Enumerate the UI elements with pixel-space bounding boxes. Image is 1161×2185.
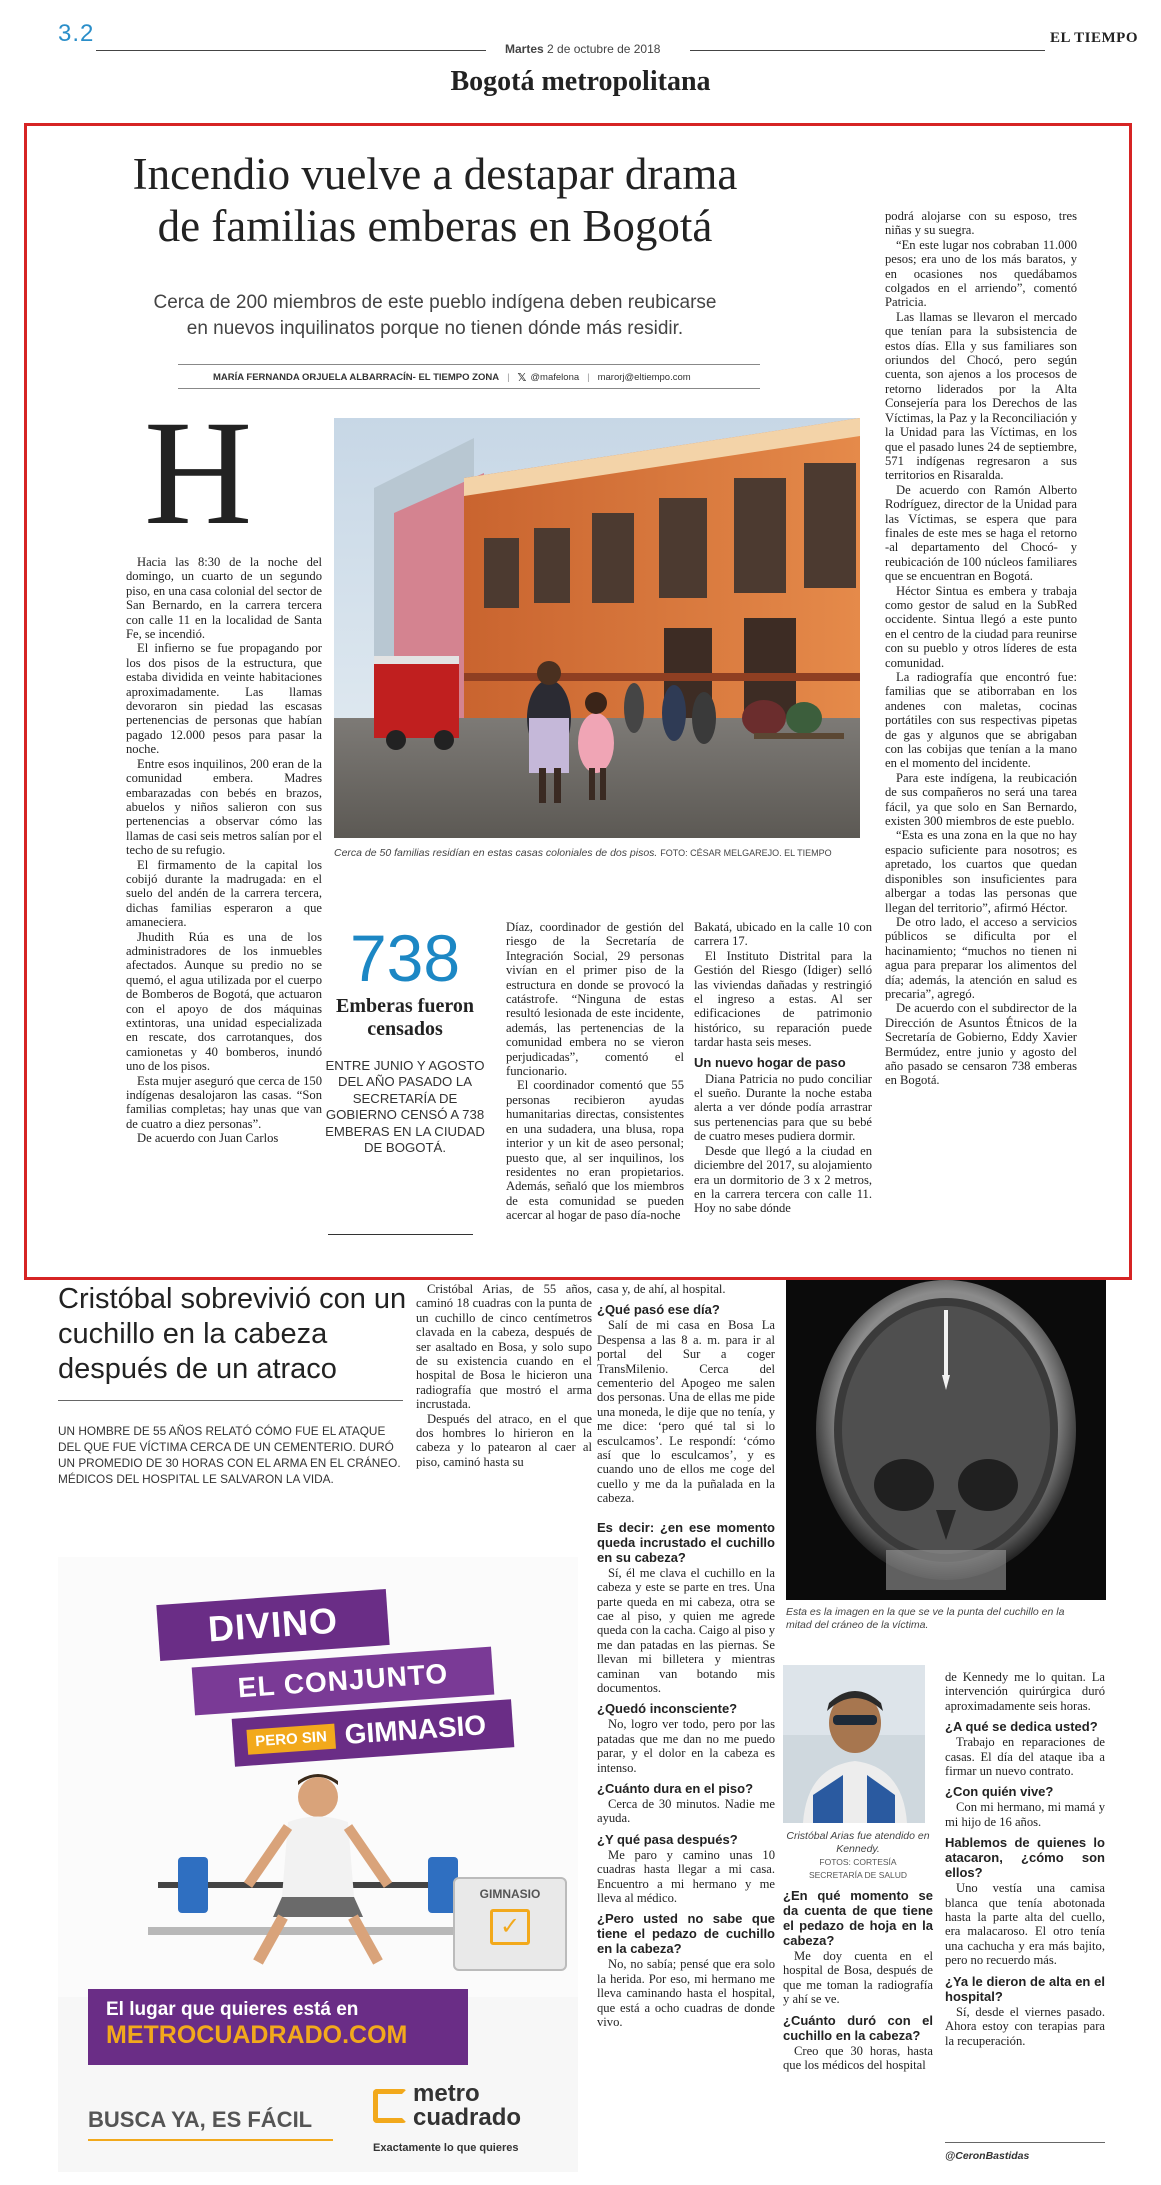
ad-cta-rule bbox=[88, 2139, 333, 2141]
paragraph: De acuerdo con Ramón Alberto Rodríguez, director de la Unidad para las Víctimas, se espera que para finales de este mes se haga el retorno -al departamento del Chocó- y reubicación de 100 núcleos familiares que se encuentran en Bogotá. bbox=[885, 482, 1077, 584]
ad-cta: BUSCA YA, ES FÁCIL bbox=[88, 2107, 313, 2132]
answer: Me paro y camino unas 10 cuadras hasta llegar a mi casa. Encuentro a mi hermano y me lleva al médico. bbox=[597, 1847, 775, 1905]
byline-row bbox=[178, 371, 760, 384]
section-title: Bogotá metropolitana bbox=[450, 66, 711, 97]
byline-email: marorj@eltiempo.com bbox=[597, 372, 691, 383]
drop-cap: H bbox=[144, 390, 253, 556]
main-headline-line-1: Incendio vuelve a destapar drama bbox=[132, 149, 738, 199]
main-headline-line-2: de familias emberas en Bogotá bbox=[157, 201, 713, 251]
paragraph: Para este indígena, la reubicación de sus compañeros no será una tarea fácil, ya que solo en San Bernardo, existen 300 miembros de este pueblo. bbox=[885, 770, 1077, 829]
paragraph: Diana Patricia no pudo conciliar el sueño. Durante la noche estaba alerta a ver dónde podía arrastrar sus pertenencias para que su bebé de cuatro meses pudiera dormir. bbox=[694, 1071, 872, 1144]
byline-divider-2: | bbox=[587, 372, 590, 383]
main-col-4 bbox=[694, 920, 872, 1216]
second-deck: UN HOMBRE DE 55 AÑOS RELATÓ CÓMO FUE EL ATAQUE DEL QUE FUE VÍCTIMA CERCA DE UN CEMENTERIO. DURÓ UN PROMEDIO DE 30 HORAS CON EL ARMA EN EL CRÁNEO. MÉDICOS DEL HOSPITAL LE SALVARON LA VIDA. bbox=[58, 1424, 401, 1486]
portrait-caption-text: Cristóbal Arias fue atendido en Kennedy. bbox=[786, 1830, 930, 1855]
paragraph: Héctor Sintua es embera y trabaja como gestor de salud en la SubRed occidente. Sintua llegó a este punto en el centro de la ciudad para reunirse con su pueblo y otros líderes de esta comunidad. bbox=[885, 583, 1077, 670]
portrait-icon bbox=[783, 1665, 925, 1823]
twitter-icon: 𝕏 bbox=[517, 372, 527, 384]
question: ¿Ya le dieron de alta en el hospital? bbox=[945, 1973, 1105, 2004]
ad-gym-sign bbox=[453, 1877, 567, 1971]
byline: MARÍA FERNANDA ORJUELA ALBARRACÍN- EL TIEMPO ZONA bbox=[213, 372, 500, 383]
metrocuadrado-logo-icon bbox=[373, 2089, 407, 2123]
answer: Salí de mi casa en Bosa La Despensa a las 8 a. m. para ir al portal del Sur a coger TransMilenio. Cerca del cementerio del Apogeo me salen dos personas. Una de ellas me pide una moneda, le dije que no tenía, y me dice: ‘pero qué tal si lo esculcamos’. Le respondí: ‘cómo así que lo esculcamos’, y es cuando uno de ellos me coge del cuello y me da la puñalada en la cabeza. bbox=[597, 1318, 775, 1506]
question: ¿En qué momento se da cuenta de que tiene el pedazo de hoja en la cabeza? bbox=[783, 1888, 933, 1948]
paragraph: Hacia las 8:30 de la noche del domingo, un cuarto de un segundo piso, en una casa colonial del sector de San Bernardo, en la carrera tercera con calle 11 en la localidad de Santa Fe, se incendió. bbox=[126, 555, 322, 642]
ad-line-2: EL CONJUNTO bbox=[236, 1657, 450, 1704]
xray-image[interactable] bbox=[786, 1280, 1106, 1600]
ad-line-3a: PERO SIN bbox=[246, 1723, 335, 1754]
paragraph: Desde que llegó a la ciudad en diciembre del 2017, su alojamiento era un dormitorio de 3 x 2 metros, en la carrera tercera con calle 11. Hoy no sabe dónde bbox=[694, 1143, 872, 1216]
issue-date bbox=[505, 42, 660, 56]
question: ¿Quedó inconsciente? bbox=[597, 1701, 738, 1717]
ad-metrocuadrado[interactable] bbox=[58, 1557, 578, 2172]
second-col-d bbox=[945, 1670, 1105, 2048]
question: ¿Y qué pasa después? bbox=[597, 1831, 738, 1847]
stat-label: Emberas fueron censados bbox=[336, 995, 474, 1040]
main-photo-caption bbox=[334, 847, 874, 860]
page-number: 3.2 bbox=[58, 20, 95, 47]
main-photo-caption-text: Cerca de 50 familias residían en estas casas coloniales de dos pisos. bbox=[334, 847, 658, 859]
ad-banner-line-1: El lugar que quieres está en bbox=[106, 1999, 359, 2020]
second-deck-rule bbox=[58, 1400, 403, 1401]
answer: Con mi hermano, mi mamá y mi hijo de 16 años. bbox=[945, 1800, 1105, 1829]
ad-line-1: DIVINO bbox=[206, 1599, 340, 1650]
byline-rule-bottom bbox=[178, 388, 760, 389]
paragraph: podrá alojarse con su esposo, tres niñas y su suegra. bbox=[885, 209, 1077, 238]
paragraph: Jhudith Rúa es una de los administradores de los inmuebles afectados. Aunque su predio no se quemó, el agua utilizada por el cuerpo de Bomberos de Bogotá, que actuaron con el apoyo de dos máquinas extintoras, una unidad especializada en rescate, dos carrotanques, dos camionetas y 40 bomberos, inundó uno de los pisos. bbox=[126, 929, 322, 1074]
main-photo-credit: FOTO: CÉSAR MELGAREJO. EL TIEMPO bbox=[660, 848, 832, 858]
portrait-caption bbox=[783, 1830, 933, 1882]
logo-word-2: cuadrado bbox=[413, 2104, 522, 2131]
second-headline: Cristóbal sobrevivió con un cuchillo en la cabeza después de un atraco bbox=[58, 1283, 407, 1385]
portrait-photo[interactable] bbox=[783, 1665, 925, 1823]
main-deck-line-1: Cerca de 200 miembros de este pueblo indígena deben reubicarse bbox=[153, 292, 717, 313]
main-col-5 bbox=[885, 209, 1077, 1088]
answer: Cerca de 30 minutos. Nadie me ayuda. bbox=[597, 1796, 775, 1826]
metrocuadrado-logo bbox=[413, 2082, 521, 2130]
paragraph: Cristóbal Arias, de 55 años, caminó 18 cuadras con la punta de un cuchillo de cinco centímetros clavada en la cabeza, después de ser asaltado en Bosa, y solo supo de su existencia cuando en el hospital de Bosa le hicieron una radiografía que mostró el arma incrustada. bbox=[416, 1282, 592, 1412]
paragraph: El firmamento de la capital los cobijó durante la madrugada: en el suelo del andén de la carrera tercera, dichas familias esperaron a que amaneciera. bbox=[126, 857, 322, 930]
header-rule-right bbox=[690, 50, 1045, 51]
header-rule-left bbox=[96, 50, 486, 51]
answer: Creo que 30 horas, hasta que los médicos del hospital bbox=[783, 2043, 933, 2073]
question: Es decir: ¿en ese momento queda incrustado el cuchillo en su cabeza? bbox=[597, 1519, 775, 1565]
paragraph: “Esta es una zona en la que no hay espacio suficiente para nosotros; es apretado, los cuartos que quedan disponibles son insuficientes para albergar a todas las personas que llegan del territorio”, afirmó Héctor. bbox=[885, 828, 1077, 915]
answer: Sí, él me clava el cuchillo en la cabeza y este se parte en tres. Una parte queda en mi cabeza, otra se cae al piso, y quien me agrede queda con la cacha. Caigo al piso y me dan patadas en las piernas. Se llevan mi billetera y mientras caminan van botando mis documentos. bbox=[597, 1565, 775, 1695]
paragraph: “En este lugar nos cobraban 11.000 pesos; era uno de los más baratos, y en ocasiones nos quedábamos colgados en el arriendo”, comentó Patricia. bbox=[885, 237, 1077, 310]
main-headline bbox=[40, 148, 830, 252]
question: ¿Cuánto dura en el piso? bbox=[597, 1780, 754, 1796]
brand-logo: EL TIEMPO bbox=[1050, 30, 1138, 46]
xray-caption: Esta es la imagen en la que se ve la punta del cuchillo en la mitad del cráneo de la víctima. bbox=[786, 1606, 1065, 1631]
stat-rule bbox=[328, 1234, 473, 1235]
answer: Uno vestía una camisa blanca que tenía abotonada hasta la parte alta del cuello, era malacaroso. El otro tenía una cachucha y era más bajito, pero no recuerdo más. bbox=[945, 1881, 1105, 1968]
colonial-street-photo bbox=[334, 418, 860, 838]
answer: Me doy cuenta en el hospital de Bosa, después de que me toman la radiografía y ahí se ve. bbox=[783, 1949, 933, 2007]
paragraph: El Instituto Distrital para la Gestión del Riesgo (Idiger) selló las viviendas dañadas y restringió el ingreso a estas. Al ser edificaciones de patrimonio histórico, su reparación puede tardar hasta seis meses. bbox=[694, 948, 872, 1050]
paragraph: El infierno se fue propagando por los dos pisos de la estructura, que estaba dividida en veinte habitaciones aproximadamente. Las llamas devoraron sin piedad las escasas pertenencias de personas que habían pagado 12.000 pesos para pasar la noche. bbox=[126, 641, 322, 757]
answer: Trabajo en reparaciones de casas. El día del ataque iba a firmar un nuevo contrato. bbox=[945, 1735, 1105, 1779]
paragraph: Las llamas se llevaron el mercado que tenían para la subsistencia de estos días. Ella y sus familiares son oriundos del Chocó, pero según cuenta, son ajenos a los procesos de retorno liderados por la Alta Consejería para los Derechos de las Víctimas, la Paz y la Reconciliación y la Unidad para las Víctimas, en los que el pasado lunes 24 de septiembre, 571 indígenas regresaron a sus territorios en Risaralda. bbox=[885, 309, 1077, 483]
portrait-credit-1: FOTOS: CORTESÍA bbox=[819, 1857, 897, 1867]
paragraph: de Kennedy me lo quitan. La intervención quirúrgica duró aproximadamente seis horas. bbox=[945, 1670, 1105, 1713]
question: ¿Pero usted no sabe que tiene el pedazo de cuchillo en la cabeza? bbox=[597, 1911, 775, 1957]
paragraph: Esta mujer aseguró que cerca de 150 indígenas desalojaron las casas. “Son familias completas; hay unas que van de cuatro a diez personas”. bbox=[126, 1073, 322, 1131]
paragraph: De acuerdo con Juan Carlos bbox=[137, 1131, 279, 1146]
question: Hablemos de quienes lo atacaron, ¿cómo son ellos? bbox=[945, 1835, 1105, 1881]
closing-twitter: @CeronBastidas bbox=[945, 2150, 1030, 2162]
byline-twitter: @mafelona bbox=[530, 372, 580, 383]
paragraph: Bakatá, ubicado en la calle 10 con carrera 17. bbox=[694, 920, 872, 949]
checkbox-icon: ✓ bbox=[490, 1909, 530, 1945]
stat-text: ENTRE JUNIO Y AGOSTO DEL AÑO PASADO LA SECRETARÍA DE GOBIERNO CENSÓ A 738 EMBERAS EN LA CIUDAD DE BOGOTÁ. bbox=[325, 1058, 485, 1156]
logo-word-1: metro bbox=[413, 2080, 480, 2107]
skull-xray-icon bbox=[786, 1280, 1106, 1600]
question: ¿Qué pasó ese día? bbox=[597, 1302, 720, 1318]
closing-rule bbox=[945, 2142, 1105, 2143]
paragraph: El coordinador comentó que 55 personas recibieron ayudas humanitarias directas, consistentes en una sudadera, una blusa, ropa interior y un kit de aseo personal; puesto que, al ser inquilinos, los residentes no eran propietarios. Además, señaló que los miembros de esta comunidad se pueden acercar al hogar de paso día-noche bbox=[506, 1078, 684, 1223]
question: ¿A qué se dedica usted? bbox=[945, 1719, 1098, 1735]
ad-banner-line-2: METROCUADRADO.COM bbox=[106, 2021, 408, 2049]
ad-tagline: Exactamente lo que quieres bbox=[373, 2142, 519, 2154]
paragraph: De otro lado, el acceso a servicios públicos se dificulta por el hacinamiento; “muchos no tienen ni agua para preparar los alimentos del día; además, la atención en salud es precaria”, agregó. bbox=[885, 914, 1077, 1001]
issue-date-rest: 2 de octubre de 2018 bbox=[547, 42, 661, 56]
ad-sign-text: GIMNASIO bbox=[479, 1887, 541, 1901]
main-col-3 bbox=[506, 920, 684, 1223]
main-col-1 bbox=[126, 555, 322, 1146]
main-deck-line-2: en nuevos inquilinatos porque no tienen dónde más residir. bbox=[186, 318, 684, 339]
paragraph: casa y, de ahí, al hospital. bbox=[597, 1282, 726, 1296]
second-col-c bbox=[783, 1888, 933, 2072]
issue-date-day: Martes bbox=[505, 42, 544, 56]
ad-line-3b: GIMNASIO bbox=[343, 1709, 488, 1750]
answer: Sí, desde el viernes pasado. Ahora estoy con terapias para la recuperación. bbox=[945, 2004, 1105, 2048]
answer: No, no sabía; pensé que era solo la herida. Por eso, mi hermano me lleva caminando hasta el hospital, que está a ocho cuadras de donde vivo. bbox=[597, 1957, 775, 2030]
second-intro-col bbox=[416, 1282, 592, 1469]
answer: No, logro ver todo, pero por las patadas que me dan no me puedo parar, y el dolor en la cabeza es intenso. bbox=[597, 1717, 775, 1775]
byline-rule-top bbox=[178, 364, 760, 365]
ad-banner-bottom bbox=[88, 1989, 468, 2065]
weightlifter-illustration bbox=[148, 1767, 488, 1987]
paragraph: De acuerdo con el subdirector de la Dirección de Asuntos Étnicos de la Secretaría de Gobierno, Eddy Xavier Bermúdez, entre junio y agosto del año pasado se censaron 738 emberas en Bogotá. bbox=[885, 1001, 1077, 1088]
paragraph: La radiografía que encontró fue: familias que se atiborraban en los andenes con maletas, cocinas portátiles con sus respectivas pipetas de gas y algunos que se abrigaban con las cobijas que tenían a la mano en el momento del incidente. bbox=[885, 670, 1077, 771]
second-col-b bbox=[597, 1282, 775, 2029]
paragraph: Entre esos inquilinos, 200 eran de la comunidad embera. Madres embarazadas con bebés en brazos, abuelos y niños salieron con sus pertenencias a observar cómo las llamas de casi seis metros salían por el techo de su refugio. bbox=[126, 756, 322, 858]
question: ¿Con quién vive? bbox=[945, 1784, 1054, 1800]
byline-divider: | bbox=[507, 372, 510, 383]
portrait-credit-2: SECRETARÍA DE SALUD bbox=[808, 1870, 908, 1880]
main-photo[interactable] bbox=[334, 418, 860, 838]
main-subhead: Un nuevo hogar de paso bbox=[694, 1054, 846, 1070]
question: ¿Cuánto duró con el cuchillo en la cabeza? bbox=[783, 2012, 933, 2043]
paragraph: Díaz, coordinador de gestión del riesgo de la Secretaría de Integración Social, 29 personas vivían en el primer piso de la estructura en donde se provocó la catástrofe. “Ninguna de estas resultó lesionada de este incidente, además, las pertenencias de la comunidad embera no se vieron perjudicadas”, comentó el funcionario. bbox=[506, 920, 684, 1079]
stat-number: 738 bbox=[349, 921, 461, 995]
paragraph: Después del atraco, en el que dos hombres lo hirieron en la cabeza y lo patearon al caer al piso, caminó hasta su bbox=[416, 1411, 592, 1469]
main-deck bbox=[40, 290, 830, 342]
